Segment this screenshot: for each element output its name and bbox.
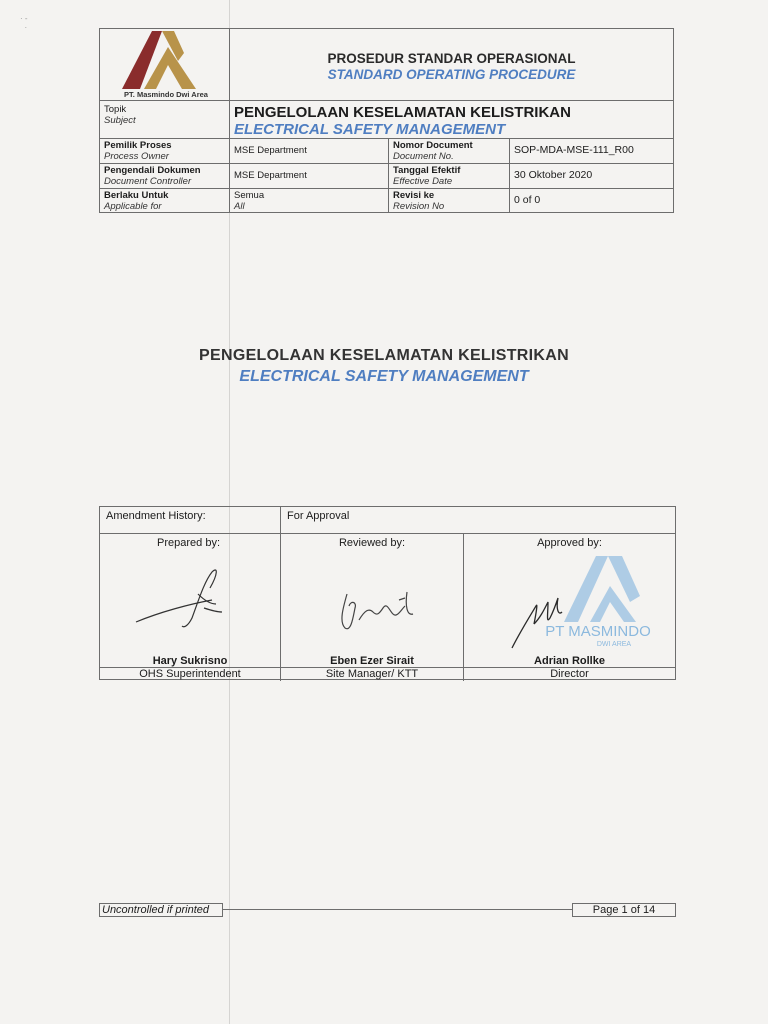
revision-label-cell	[389, 189, 510, 213]
docno-label-en: Document No.	[393, 151, 454, 162]
scan-specks: · ‑ ·	[20, 14, 28, 32]
roles-row	[100, 667, 675, 680]
reviewed-signature-icon	[281, 552, 464, 652]
effective-label-cell	[389, 164, 510, 188]
sop-title-id: PROSEDUR STANDAR OPERASIONAL	[327, 51, 576, 66]
prepared-by-column	[100, 534, 281, 667]
topic-label-en: Subject	[104, 115, 136, 126]
amendment-value: For Approval	[287, 510, 350, 522]
document-header	[99, 28, 674, 213]
main-title-id: PENGELOLAAN KESELAMATAN KELISTRIKAN	[199, 347, 569, 364]
controller-label-id: Pengendali Dokumen	[104, 165, 201, 176]
topic-value-cell	[230, 101, 673, 138]
stamp-subtext: DWI AREA	[596, 641, 632, 648]
topic-label-id: Topik	[104, 104, 127, 115]
owner-label-id: Pemilik Proses	[104, 140, 172, 151]
page-footer	[99, 903, 676, 917]
reviewed-by-role: Site Manager/ KTT	[281, 668, 464, 681]
applicable-value-id: Semua	[234, 190, 265, 201]
approval-table	[99, 506, 676, 680]
effective-value-cell	[510, 164, 673, 188]
docno-value-cell	[510, 139, 673, 163]
meta-row-controller	[100, 164, 673, 189]
docno-label-cell	[389, 139, 510, 163]
topic-value-en: ELECTRICAL SAFETY MANAGEMENT	[234, 121, 506, 138]
meta-row-applicable	[100, 189, 673, 213]
effective-value: 30 Oktober 2020	[514, 169, 593, 181]
company-logo-icon	[116, 31, 216, 93]
revision-value-cell	[510, 189, 673, 213]
approved-by-column	[464, 534, 675, 667]
revision-label-id: Revisi ke	[393, 190, 435, 201]
controller-value-cell	[230, 164, 389, 188]
reviewed-by-column	[281, 534, 464, 667]
approved-by-role: Director	[550, 668, 589, 680]
page-number: Page 1 of 14	[572, 903, 676, 917]
meta-row-owner	[100, 139, 673, 164]
applicable-label-cell	[100, 189, 230, 213]
prepared-by-name: Hary Sukrisno	[152, 655, 228, 667]
applicable-label-id: Berlaku Untuk	[104, 190, 169, 201]
sop-title-en: STANDARD OPERATING PROCEDURE	[327, 67, 576, 82]
docno-value: SOP-MDA-MSE-111_R00	[514, 144, 634, 156]
uncontrolled-note: Uncontrolled if printed	[99, 903, 223, 917]
company-stamp-icon	[464, 552, 675, 652]
amendment-label: Amendment History:	[100, 507, 281, 533]
controller-value: MSE Department	[234, 170, 307, 181]
docno-label-id: Nomor Document	[393, 140, 473, 151]
stamp-text: PT MASMINDO	[545, 623, 651, 640]
topic-row	[100, 101, 673, 139]
owner-label-cell	[100, 139, 230, 163]
prepared-by-role: OHS Superintendent	[100, 668, 281, 681]
effective-label-en: Effective Date	[393, 176, 453, 187]
prepared-signature-icon	[100, 552, 281, 652]
main-title-en: ELECTRICAL SAFETY MANAGEMENT	[239, 368, 529, 385]
company-logo-cell	[100, 29, 230, 101]
applicable-label-en: Applicable for	[104, 201, 162, 212]
company-name: PT. Masmindo Dwi Area	[124, 90, 208, 99]
footer-rule	[223, 909, 572, 910]
applicable-value-en: All	[234, 201, 245, 212]
approved-by-heading: Approved by:	[537, 537, 602, 549]
sop-title-cell	[230, 29, 673, 101]
approved-by-name: Adrian Rollke	[534, 655, 605, 667]
owner-label-en: Process Owner	[104, 151, 169, 162]
controller-label-en: Document Controller	[104, 176, 192, 187]
revision-value: 0 of 0	[514, 194, 541, 206]
owner-value-cell	[230, 139, 389, 163]
topic-value-id: PENGELOLAAN KESELAMATAN KELISTRIKAN	[234, 104, 571, 121]
document-main-title	[0, 347, 768, 386]
prepared-by-heading: Prepared by:	[157, 537, 220, 549]
owner-value: MSE Department	[234, 145, 307, 156]
reviewed-by-name: Eben Ezer Sirait	[330, 655, 414, 667]
amendment-row	[100, 507, 675, 534]
revision-label-en: Revision No	[393, 201, 445, 212]
applicable-value-cell	[230, 189, 389, 213]
controller-label-cell	[100, 164, 230, 188]
topic-label-cell	[100, 101, 230, 138]
reviewed-by-heading: Reviewed by:	[338, 537, 406, 549]
effective-label-id: Tanggal Efektif	[393, 165, 461, 176]
